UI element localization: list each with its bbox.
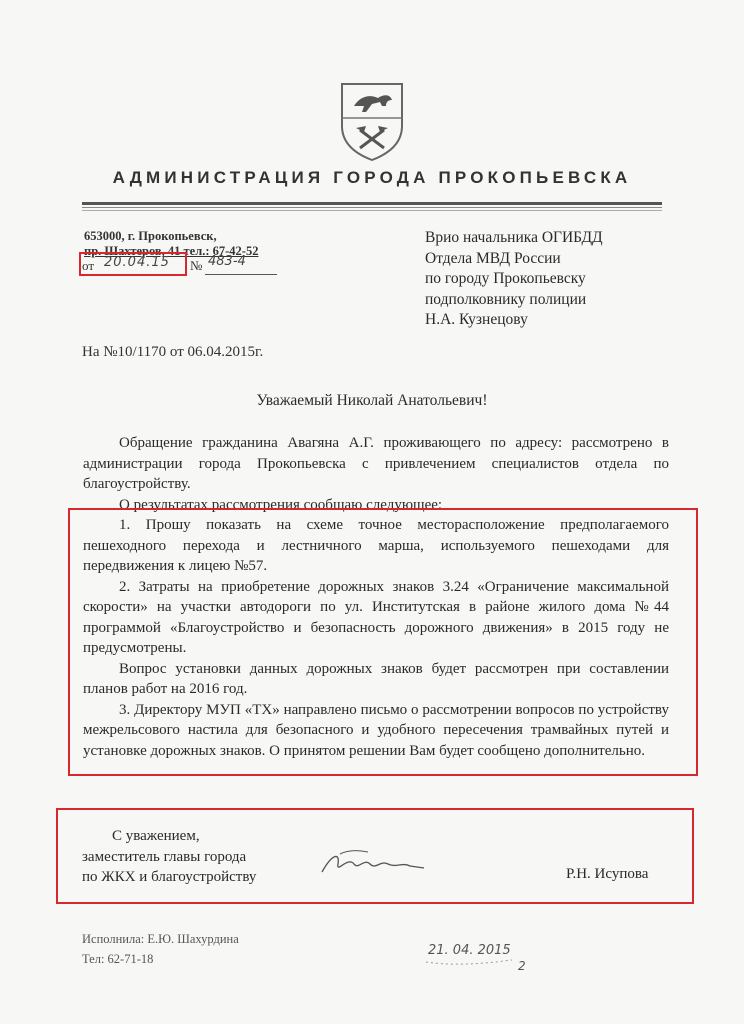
header-divider-thick (82, 202, 662, 205)
number-underline (205, 274, 277, 275)
reply-reference: На №10/1170 от 06.04.2015г. (82, 344, 264, 360)
stamp-date: 21. 04. 2015 (428, 943, 511, 958)
number-label: № (190, 258, 203, 273)
closing: С уважением, (112, 828, 200, 844)
header-divider-thin (82, 207, 662, 208)
body-item-1: 1. Прошу показать на схеме точное месторасположение предполагаемого пешеходного перехода и лестничного марша, используемого пешеходами для передвижения к лицею №57. (83, 517, 669, 574)
signer-position: заместитель главы города (82, 848, 247, 865)
recipient-line: подполковнику полиции (425, 290, 587, 308)
executor-name: Исполнила: Е.Ю. Шахурдина (82, 932, 239, 946)
body-results-intro: О результатах рассмотрения сообщаю следующее: (119, 496, 443, 513)
date-prefix: от (82, 258, 95, 273)
recipient-line: Врио начальника ОГИБДД (425, 229, 603, 246)
body-item-2-continued: Вопрос установки данных дорожных знаков будет рассмотрен при составлении планов работ на 2016 год. (83, 660, 669, 697)
recipient-block (425, 228, 603, 331)
body-highlight-box (68, 508, 698, 776)
signer-position-2: по ЖКХ и благоустройству (82, 869, 257, 885)
date-highlight-box (79, 252, 187, 276)
organization-title: АДМИНИСТРАЦИЯ ГОРОДА ПРОКОПЬЕВСКА (112, 168, 632, 187)
recipient-line: Н.А. Кузнецову (425, 311, 528, 329)
body-intro: Обращение гражданина Авагяна А.Г. проживающего по адресу: рассмотрено в администрации города Прокопьевска с привлечением специалистов отдела по благоустройству. (83, 435, 669, 492)
recipient-line: по городу Прокопьевску (425, 270, 586, 288)
outgoing-date-handwritten: 20.04.15 (104, 255, 170, 270)
signer-name: Р.Н. Исупова (566, 866, 649, 882)
signature-highlight-box (56, 808, 694, 904)
sender-address: 653000, г. Прокопьевск, (84, 229, 217, 243)
header-divider-thin-2 (82, 210, 662, 211)
city-coat-of-arms-icon (336, 80, 408, 162)
recipient-line: Отдела МВД России (425, 249, 561, 267)
stamp-number: 2 (518, 959, 526, 973)
executor-phone: Тел: 62-71-18 (82, 952, 154, 966)
sender-address-phone: пр. Шахтеров, 41 тел.: 67-42-52 (84, 244, 259, 258)
registration-stamp-icon (422, 932, 572, 976)
salutation: Уважаемый Николай Анатольевич! (256, 392, 488, 409)
body-item-3: 3. Директору МУП «ТХ» направлено письмо о рассмотрении вопросов по устройству межрельсового настила для безопасного и удобного пересечения трамвайных путей и установке дорожных знаков. О принятом решении Вам будет сообщено дополнительно. (83, 701, 669, 759)
outgoing-number-handwritten: 483-4 (208, 254, 246, 269)
body-item-2: 2. Затраты на приобретение дорожных знаков 3.24 «Ограничение максимальной скорости» на участки автодороги по ул. Институтская в районе жилого дома №44 программой «Благоустройство и безопасность дорожного движения» в 2015 году не предусмотрены. (83, 578, 669, 656)
